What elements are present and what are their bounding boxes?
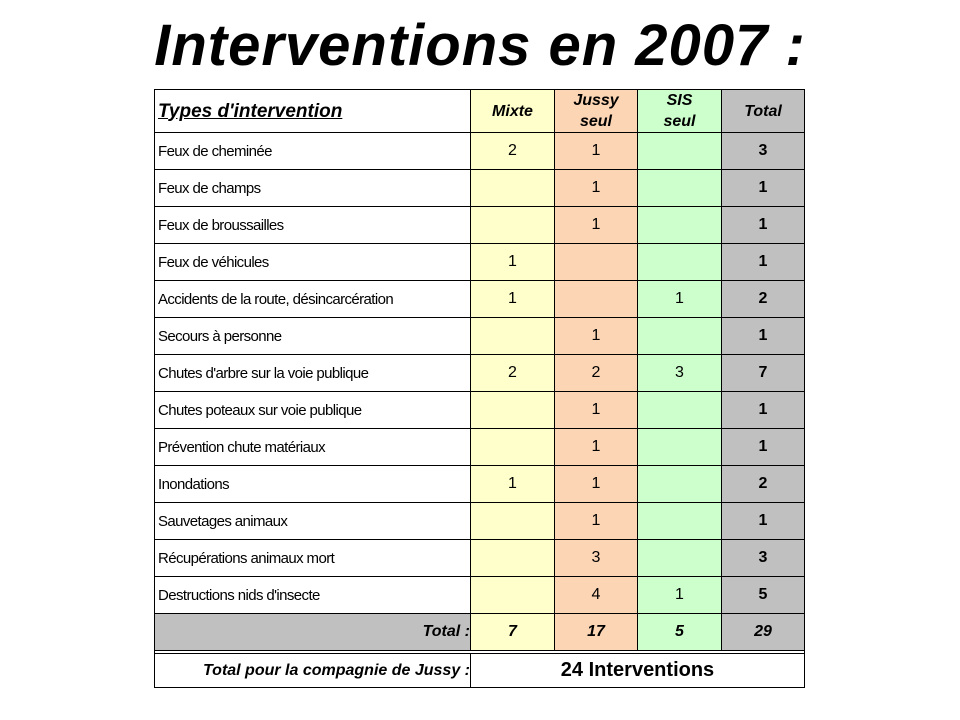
row-mixte [471, 392, 555, 429]
table-row [155, 133, 805, 170]
header-sis-line2: seul [663, 113, 696, 130]
row-mixte: 1 [471, 244, 555, 281]
row-sis: 3 [638, 355, 722, 392]
row-type: Inondations [155, 466, 471, 503]
row-sis: 1 [638, 281, 722, 318]
totals-mixte: 7 [471, 614, 555, 651]
header-jussy-line2: seul [579, 113, 612, 130]
table-row [155, 355, 805, 392]
table-row [155, 429, 805, 466]
row-jussy [555, 281, 638, 318]
row-sis [638, 170, 722, 207]
table-row [155, 577, 805, 614]
row-sis [638, 207, 722, 244]
row-total: 2 [722, 466, 805, 503]
row-type: Sauvetages animaux [155, 503, 471, 540]
header-jussy [555, 90, 638, 133]
totals-sis: 5 [638, 614, 722, 651]
header-total: Total [722, 90, 805, 133]
row-sis [638, 503, 722, 540]
row-total: 3 [722, 133, 805, 170]
header-jussy-line1: Jussy [573, 92, 619, 109]
row-mixte: 1 [471, 281, 555, 318]
row-type: Récupérations animaux mort [155, 540, 471, 577]
row-type: Destructions nids d'insecte [155, 577, 471, 614]
interventions-table [154, 89, 805, 688]
row-type: Feux de véhicules [155, 244, 471, 281]
row-type: Chutes poteaux sur voie publique [155, 392, 471, 429]
row-mixte: 2 [471, 355, 555, 392]
row-jussy: 1 [555, 503, 638, 540]
company-total-label: Total pour la compagnie de Jussy : [155, 654, 471, 688]
row-mixte: 1 [471, 466, 555, 503]
row-sis [638, 392, 722, 429]
table-body [155, 133, 805, 688]
row-total: 5 [722, 577, 805, 614]
row-type: Feux de broussailles [155, 207, 471, 244]
totals-jussy: 17 [555, 614, 638, 651]
totals-row [155, 614, 805, 651]
header-type: Types d'intervention [155, 90, 471, 133]
row-mixte [471, 207, 555, 244]
row-jussy: 3 [555, 540, 638, 577]
row-type: Accidents de la route, désincarcération [155, 281, 471, 318]
row-sis [638, 429, 722, 466]
company-total-value: 24 Interventions [471, 654, 805, 688]
row-total: 1 [722, 207, 805, 244]
row-mixte: 2 [471, 133, 555, 170]
row-jussy: 1 [555, 207, 638, 244]
row-total: 7 [722, 355, 805, 392]
row-total: 3 [722, 540, 805, 577]
row-type: Prévention chute matériaux [155, 429, 471, 466]
row-jussy: 1 [555, 133, 638, 170]
header-mixte: Mixte [471, 90, 555, 133]
row-mixte [471, 318, 555, 355]
table-row [155, 466, 805, 503]
row-total: 1 [722, 429, 805, 466]
row-total: 2 [722, 281, 805, 318]
row-jussy: 4 [555, 577, 638, 614]
row-mixte [471, 503, 555, 540]
row-sis: 1 [638, 577, 722, 614]
row-jussy: 1 [555, 392, 638, 429]
row-total: 1 [722, 503, 805, 540]
row-jussy: 1 [555, 466, 638, 503]
row-type: Feux de cheminée [155, 133, 471, 170]
table-row [155, 540, 805, 577]
header-sis-line1: SIS [666, 92, 693, 109]
row-sis [638, 318, 722, 355]
row-jussy: 1 [555, 318, 638, 355]
row-total: 1 [722, 318, 805, 355]
table-row [155, 207, 805, 244]
company-total-row [155, 654, 805, 688]
table-row [155, 170, 805, 207]
table-row [155, 318, 805, 355]
row-total: 1 [722, 244, 805, 281]
totals-label: Total : [155, 614, 471, 651]
row-total: 1 [722, 170, 805, 207]
header-sis [638, 90, 722, 133]
table-row [155, 281, 805, 318]
row-jussy: 1 [555, 429, 638, 466]
row-sis [638, 244, 722, 281]
row-mixte [471, 540, 555, 577]
row-type: Chutes d'arbre sur la voie publique [155, 355, 471, 392]
row-sis [638, 466, 722, 503]
table-row [155, 244, 805, 281]
row-total: 1 [722, 392, 805, 429]
row-jussy: 1 [555, 170, 638, 207]
table-row [155, 392, 805, 429]
row-sis [638, 133, 722, 170]
row-jussy [555, 244, 638, 281]
totals-total: 29 [722, 614, 805, 651]
row-mixte [471, 577, 555, 614]
header-row [155, 90, 805, 133]
row-type: Secours à personne [155, 318, 471, 355]
row-sis [638, 540, 722, 577]
table-row [155, 503, 805, 540]
page-title: Interventions en 2007 : [154, 13, 806, 78]
row-mixte [471, 429, 555, 466]
row-mixte [471, 170, 555, 207]
row-type: Feux de champs [155, 170, 471, 207]
row-jussy: 2 [555, 355, 638, 392]
